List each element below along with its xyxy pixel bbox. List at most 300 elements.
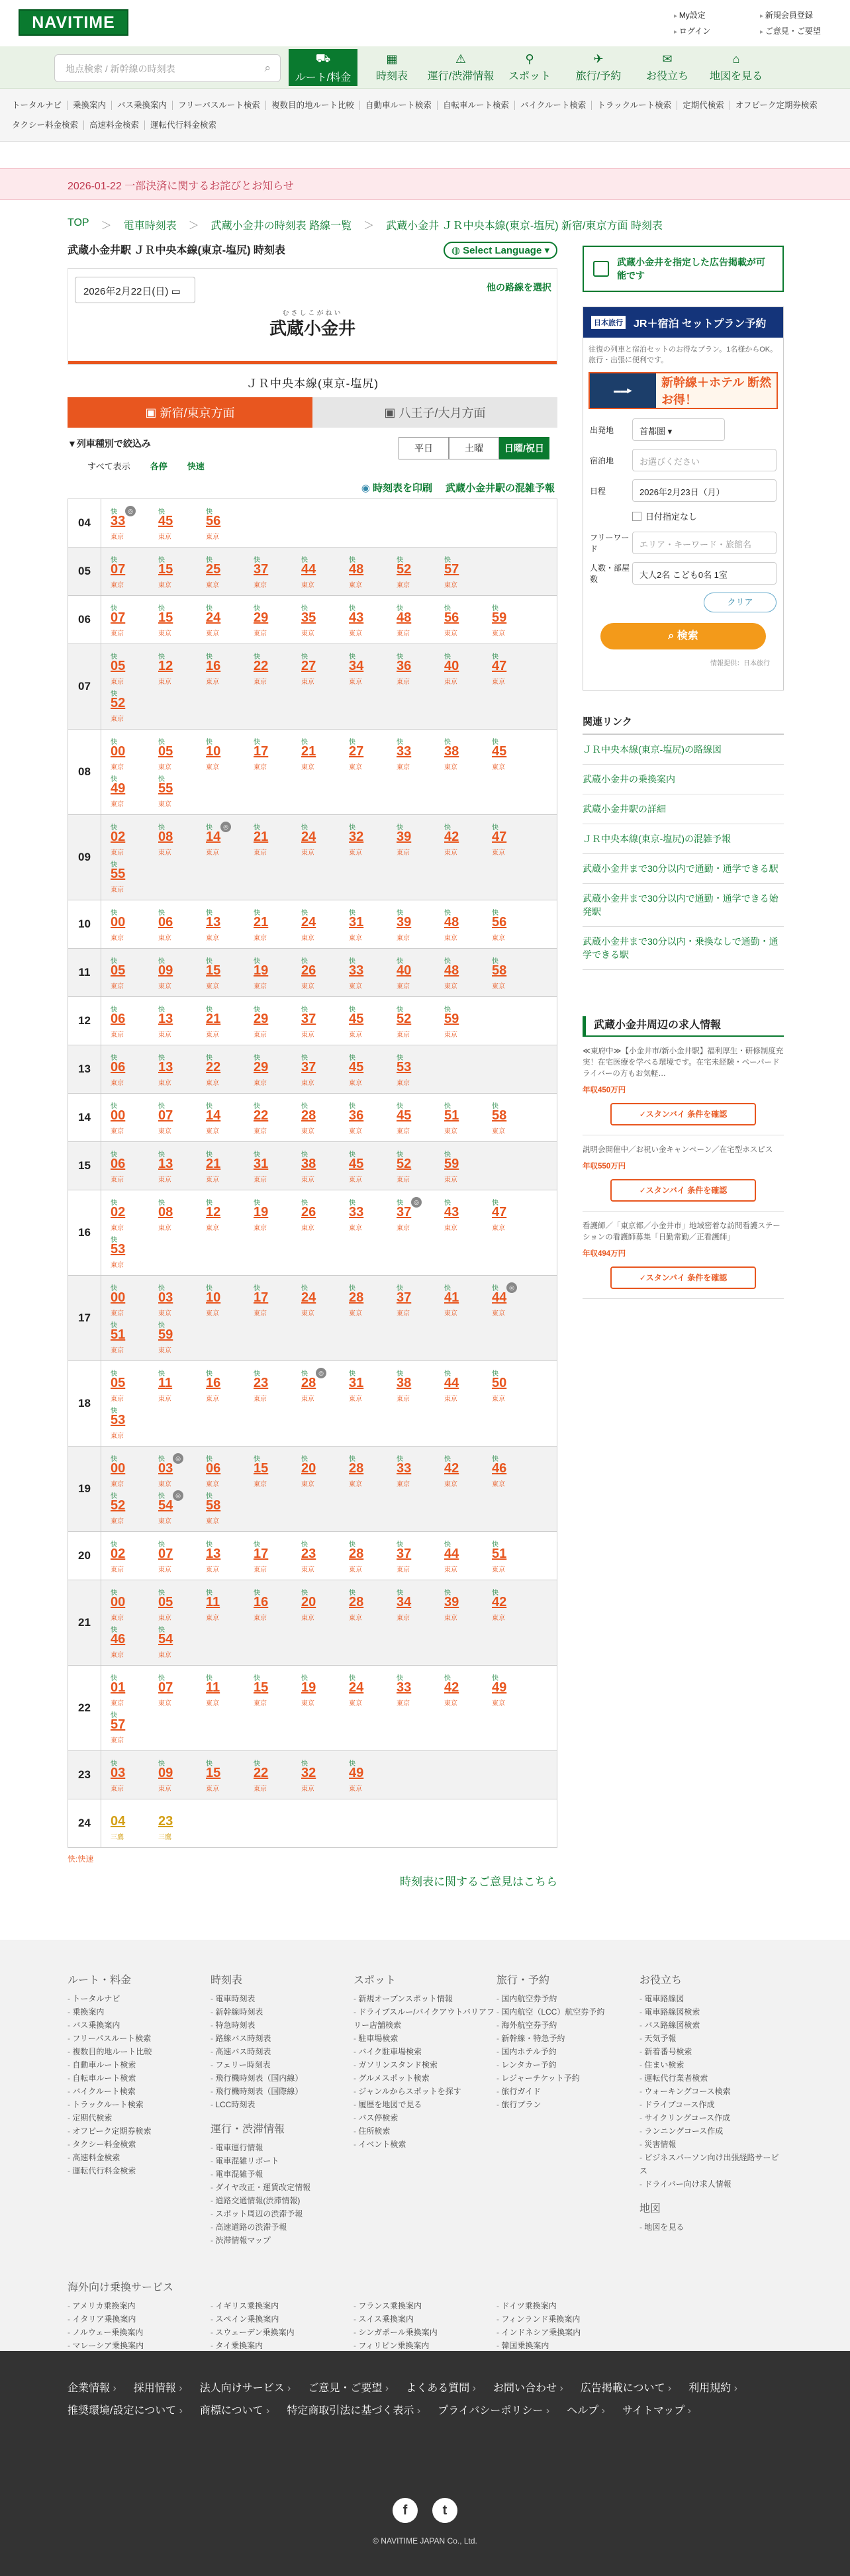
footer-link[interactable]: - 国内ホテル予約 (496, 2045, 639, 2058)
no-date-checkbox[interactable]: 日付指定なし (632, 510, 777, 522)
footer-link[interactable]: - 新幹線時刻表 (211, 2005, 354, 2019)
departure-select[interactable]: 首都圏 ▾ (632, 418, 725, 441)
departure[interactable] (489, 602, 537, 640)
departure[interactable] (394, 602, 442, 640)
departure[interactable] (251, 955, 299, 992)
overseas-link[interactable]: - アメリカ乗換案内 (68, 2299, 211, 2313)
departure[interactable] (203, 1758, 251, 1795)
bottom-link[interactable]: プライバシーポリシー › (438, 2400, 549, 2422)
footer-link[interactable]: - 海外航空券予約 (496, 2019, 639, 2032)
departure[interactable] (394, 1282, 442, 1319)
departure[interactable] (489, 1368, 537, 1405)
departure[interactable] (156, 1052, 203, 1089)
departure[interactable] (108, 1234, 156, 1271)
subnav-item[interactable]: バイクルート検索 (514, 101, 591, 110)
departure[interactable] (108, 602, 156, 640)
departure[interactable] (299, 1282, 346, 1319)
my-settings-link[interactable]: ▸ My設定 (674, 8, 710, 24)
footer-link[interactable]: - 運転代行料金検索 (68, 2164, 211, 2177)
footer-link[interactable]: - 電車時刻表 (211, 1992, 354, 2005)
overseas-link[interactable]: - シンガポール乗換案内 (354, 2326, 496, 2339)
departure[interactable] (346, 955, 394, 992)
footer-link[interactable]: - 高速道路の渋滞予報 (211, 2220, 354, 2234)
departure[interactable] (108, 651, 156, 688)
departure[interactable] (346, 1453, 394, 1490)
gnav-item-0[interactable] (289, 49, 357, 86)
departure[interactable] (108, 907, 156, 944)
departure[interactable] (299, 955, 346, 992)
departure[interactable] (394, 736, 442, 773)
departure[interactable] (156, 1587, 203, 1624)
departure[interactable] (203, 651, 251, 688)
departure[interactable] (203, 1004, 251, 1041)
departure[interactable] (156, 651, 203, 688)
footer-link[interactable]: - 路線バス時刻表 (211, 2032, 354, 2045)
departure[interactable] (108, 822, 156, 859)
departure[interactable] (299, 1672, 346, 1709)
job-button[interactable]: ✓スタンバイ 条件を確認 (610, 1103, 756, 1125)
footer-link[interactable]: - 住所検索 (354, 2124, 496, 2138)
tab-weekday[interactable]: 平日 (399, 437, 449, 459)
footer-link[interactable]: - バイクルート検索 (68, 2085, 211, 2098)
tab-saturday[interactable]: 土曜 (449, 437, 499, 459)
footer-link[interactable]: - 高速バス時刻表 (211, 2045, 354, 2058)
departure[interactable] (251, 602, 299, 640)
departure[interactable] (394, 822, 442, 859)
departure[interactable] (299, 1149, 346, 1186)
departure[interactable] (156, 773, 203, 810)
bottom-link[interactable]: 利用規約 › (688, 2377, 737, 2400)
footer-link[interactable]: - 国内航空券予約 (496, 1992, 639, 2005)
departure[interactable] (442, 651, 489, 688)
footer-link[interactable]: - 特急時刻表 (211, 2019, 354, 2032)
departure[interactable] (489, 651, 537, 688)
job-text[interactable]: 看護師／「東京都／小金井市」地域密着な訪問看護ステーションの看護師募集「日勤常勤／正看護師」 (583, 1222, 780, 1241)
departure[interactable] (108, 1453, 156, 1490)
departure[interactable] (203, 1539, 251, 1576)
departure[interactable] (346, 907, 394, 944)
footer-link[interactable]: - ダイヤ改正・運賃改定情報 (211, 2181, 354, 2194)
departure[interactable] (156, 1672, 203, 1709)
date-select[interactable]: 2026年2月22日(日) ▭ (75, 277, 195, 303)
departure[interactable] (489, 1282, 537, 1319)
departure[interactable] (346, 736, 394, 773)
subnav-item[interactable]: オフピーク定期券検索 (730, 101, 823, 110)
footer-link[interactable]: - バス乗換案内 (68, 2019, 211, 2032)
footer-link[interactable]: - 災害情報 (639, 2138, 782, 2151)
gnav-item-2[interactable] (426, 49, 495, 86)
tab-sunday-holiday[interactable]: 日曜/祝日 (499, 437, 549, 459)
footer-link[interactable]: - 電車混雑リポート (211, 2154, 354, 2168)
departure[interactable] (442, 1453, 489, 1490)
breadcrumb-station-lines[interactable]: 武蔵小金井の時刻表 路線一覧 (211, 220, 352, 232)
tab-shinjuku-tokyo[interactable]: ▣ 新宿/東京方面 (68, 397, 312, 428)
footer-link[interactable]: - タクシー料金検索 (68, 2138, 211, 2151)
departure[interactable] (489, 955, 537, 992)
departure[interactable] (346, 1149, 394, 1186)
bottom-link[interactable]: 法人向けサービス › (200, 2377, 291, 2400)
hotel-banner[interactable]: ▬▬▶ 新幹線＋ホテル 断然お得！ (589, 372, 778, 409)
footer-link[interactable]: - フェリー時刻表 (211, 2058, 354, 2072)
clear-button[interactable]: クリア (704, 593, 777, 612)
opinion-link[interactable]: 時刻表に関するご意見はこちら (400, 1876, 557, 1888)
departure[interactable] (251, 1758, 299, 1795)
job-text[interactable]: 説明会開催中／お祝い金キャンペーン／在宅型ホスピス (583, 1146, 773, 1154)
departure[interactable] (108, 736, 156, 773)
footer-link[interactable]: - トータルナビ (68, 1992, 211, 2005)
related-link[interactable]: 武蔵小金井まで30分以内・乗換なしで通勤・通学できる駅 (583, 927, 784, 970)
footer-link[interactable]: - 履歴を地図で見る (354, 2098, 496, 2111)
departure[interactable] (108, 1672, 156, 1709)
hotel-search-button[interactable]: ⌕ 検索 (600, 623, 766, 649)
print-link[interactable]: ◉ 時刻表を印刷 (361, 483, 432, 494)
departure[interactable] (108, 554, 156, 591)
footer-link[interactable]: - スポット周辺の渋滞予報 (211, 2207, 354, 2220)
overseas-link[interactable]: - スウェーデン乗換案内 (211, 2326, 354, 2339)
departure[interactable] (203, 1368, 251, 1405)
departure[interactable] (442, 1282, 489, 1319)
departure[interactable] (394, 1197, 442, 1234)
related-link[interactable]: 武蔵小金井駅の詳細 (583, 794, 784, 824)
departure[interactable] (203, 1282, 251, 1319)
departure[interactable] (108, 1709, 156, 1746)
departure[interactable] (346, 651, 394, 688)
departure[interactable] (442, 1368, 489, 1405)
departure[interactable] (251, 1100, 299, 1137)
footer-link[interactable]: - ガソリンスタンド検索 (354, 2058, 496, 2072)
departure[interactable] (156, 1282, 203, 1319)
departure[interactable] (156, 1004, 203, 1041)
overseas-link[interactable]: - フランス乗換案内 (354, 2299, 496, 2313)
footer-link[interactable]: - 電車路線図 (639, 1992, 782, 2005)
departure[interactable] (489, 1587, 537, 1624)
departure[interactable] (251, 1453, 299, 1490)
departure[interactable] (299, 1758, 346, 1795)
departure[interactable] (346, 1758, 394, 1795)
footer-link[interactable]: - サイクリングコース作成 (639, 2111, 782, 2124)
departure[interactable] (203, 1490, 251, 1527)
departure[interactable] (156, 955, 203, 992)
language-select[interactable]: ◍ Select Language ▾ (444, 242, 557, 259)
overseas-link[interactable]: - マレーシア乗換案内 (68, 2339, 211, 2352)
departure[interactable] (156, 1453, 203, 1490)
departure[interactable] (156, 1490, 203, 1527)
departure[interactable] (203, 907, 251, 944)
departure[interactable] (394, 651, 442, 688)
departure[interactable] (156, 1197, 203, 1234)
footer-link[interactable]: - ドライバー向け求人情報 (639, 2177, 782, 2191)
footer-link[interactable]: - トラックルート検索 (68, 2098, 211, 2111)
departure[interactable] (442, 1149, 489, 1186)
departure[interactable] (156, 1806, 203, 1843)
departure[interactable] (108, 1539, 156, 1576)
related-link[interactable]: ＪＲ中央本線(東京-塩尻)の路線図 (583, 735, 784, 765)
subnav-item[interactable]: タクシー料金検索 (12, 120, 79, 130)
departure[interactable] (346, 1197, 394, 1234)
departure[interactable] (108, 1624, 156, 1661)
subnav-item[interactable]: 自動車ルート検索 (359, 101, 437, 110)
departure[interactable] (394, 1100, 442, 1137)
footer-link[interactable]: - 地図を見る (639, 2220, 782, 2234)
departure[interactable] (346, 822, 394, 859)
footer-link[interactable]: - 自転車ルート検索 (68, 2072, 211, 2085)
departure[interactable] (299, 1587, 346, 1624)
departure[interactable] (489, 1100, 537, 1137)
gnav-item-4[interactable] (564, 49, 633, 86)
footer-link[interactable]: - 旅行プラン (496, 2098, 639, 2111)
overseas-link[interactable]: - ノルウェー乗換案内 (68, 2326, 211, 2339)
departure[interactable] (394, 554, 442, 591)
departure[interactable] (346, 1368, 394, 1405)
departure[interactable] (346, 1587, 394, 1624)
departure[interactable] (203, 1100, 251, 1137)
departure[interactable] (489, 736, 537, 773)
notice-banner[interactable]: 2026-01-22 一部決済に関するお詫びとお知らせ (0, 168, 850, 200)
departure[interactable] (108, 773, 156, 810)
hotel-date-select[interactable]: 2026年2月23日（月） (632, 479, 777, 502)
departure[interactable] (108, 1490, 156, 1527)
job-text[interactable]: ≪東府中≫【小金井市/新小金井駅】福利厚生・研修制度充実！在宅医療を学べる環境です。在宅未経験・ペーパードライバーの方もお気軽… (583, 1047, 784, 1078)
gnav-item-1[interactable] (357, 49, 426, 86)
footer-link[interactable]: - 自動車ルート検索 (68, 2058, 211, 2072)
departure[interactable] (251, 1149, 299, 1186)
departure[interactable] (489, 907, 537, 944)
register-link[interactable]: ▸ 新規会員登録 (760, 8, 821, 24)
departure[interactable] (442, 1539, 489, 1576)
filter-local[interactable]: 各停 (150, 461, 167, 471)
job-button[interactable]: ✓スタンバイ 条件を確認 (610, 1266, 756, 1289)
subnav-item[interactable]: トラックルート検索 (591, 101, 677, 110)
departure[interactable] (203, 1672, 251, 1709)
bottom-link[interactable]: 広告掲載について › (581, 2377, 671, 2400)
departure[interactable] (203, 1587, 251, 1624)
freeword-input[interactable]: エリア・キーワード・旅館名 (632, 532, 777, 554)
departure[interactable] (299, 1539, 346, 1576)
departure[interactable] (299, 907, 346, 944)
departure[interactable] (489, 1197, 537, 1234)
overseas-link[interactable]: - インドネシア乗換案内 (496, 2326, 639, 2339)
footer-link[interactable]: - 新規オープンスポット情報 (354, 1992, 496, 2005)
departure[interactable] (203, 602, 251, 640)
departure[interactable] (108, 1587, 156, 1624)
footer-link[interactable]: - 定期代検索 (68, 2111, 211, 2124)
departure[interactable] (156, 602, 203, 640)
overseas-link[interactable]: - イギリス乗換案内 (211, 2299, 354, 2313)
departure[interactable] (156, 1149, 203, 1186)
bottom-link[interactable]: 採用情報 › (134, 2377, 183, 2400)
departure[interactable] (108, 955, 156, 992)
bottom-link[interactable]: ヘルプ › (567, 2400, 605, 2422)
subnav-item[interactable]: フリーパスルート検索 (172, 101, 265, 110)
footer-link[interactable]: - ドライブスルー/バイクアウトバリアフリー店舗検索 (354, 2005, 496, 2032)
destination-select[interactable]: お選びください (632, 449, 777, 471)
departure[interactable] (346, 1004, 394, 1041)
departure[interactable] (299, 554, 346, 591)
departure[interactable] (251, 1672, 299, 1709)
other-line-link[interactable]: 他の路線を選択 (487, 282, 551, 293)
overseas-link[interactable]: - ドイツ乗換案内 (496, 2299, 639, 2313)
departure[interactable] (346, 554, 394, 591)
people-select[interactable]: 大人2名 こども0名 1室 (632, 562, 777, 585)
footer-link[interactable]: - バス停検索 (354, 2111, 496, 2124)
departure[interactable] (251, 1004, 299, 1041)
overseas-link[interactable]: - フィリピン乗換案内 (354, 2339, 496, 2352)
footer-link[interactable]: - ドライブコース作成 (639, 2098, 782, 2111)
bottom-link[interactable]: よくある質問 › (406, 2377, 476, 2400)
departure[interactable] (203, 822, 251, 859)
departure[interactable] (108, 1197, 156, 1234)
departure[interactable] (108, 1052, 156, 1089)
ad-box[interactable]: 武蔵小金井を指定した広告掲載が可能です (583, 246, 784, 292)
departure[interactable] (251, 554, 299, 591)
departure[interactable] (203, 1052, 251, 1089)
departure[interactable] (489, 1539, 537, 1576)
job-button[interactable]: ✓スタンバイ 条件を確認 (610, 1179, 756, 1202)
departure[interactable] (299, 1100, 346, 1137)
footer-link[interactable]: - 電車路線図検索 (639, 2005, 782, 2019)
bottom-link[interactable]: 企業情報 › (68, 2377, 117, 2400)
departure[interactable] (346, 1282, 394, 1319)
bottom-link[interactable]: サイトマップ › (622, 2400, 691, 2422)
footer-link[interactable]: - ウォーキングコース検索 (639, 2085, 782, 2098)
footer-link[interactable]: - 飛行機時刻表（国内線） (211, 2072, 354, 2085)
footer-link[interactable]: - 運転代行業者検索 (639, 2072, 782, 2085)
departure[interactable] (251, 1052, 299, 1089)
departure[interactable] (299, 651, 346, 688)
subnav-item[interactable]: 運転代行料金検索 (144, 120, 222, 130)
departure[interactable] (489, 1453, 537, 1490)
departure[interactable] (108, 1758, 156, 1795)
gnav-item-3[interactable] (495, 49, 564, 86)
departure[interactable] (156, 1368, 203, 1405)
departure[interactable] (299, 1368, 346, 1405)
departure[interactable] (442, 1197, 489, 1234)
departure[interactable] (108, 1368, 156, 1405)
footer-link[interactable]: - 住まい検索 (639, 2058, 782, 2072)
departure[interactable] (251, 1587, 299, 1624)
footer-link[interactable]: - 複数目的地ルート比較 (68, 2045, 211, 2058)
footer-link[interactable]: - 渋滞情報マップ (211, 2234, 354, 2247)
departure[interactable] (442, 1100, 489, 1137)
filter-all[interactable]: すべて表示 (87, 461, 130, 471)
bottom-link[interactable]: お問い合わせ › (493, 2377, 563, 2400)
search-input[interactable]: 地点検索 / 新幹線の時刻表 ⌕ (54, 54, 281, 82)
footer-link[interactable]: - フリーパスルート検索 (68, 2032, 211, 2045)
departure[interactable] (251, 1282, 299, 1319)
overseas-link[interactable]: - スイス乗換案内 (354, 2313, 496, 2326)
departure[interactable] (203, 736, 251, 773)
departure[interactable] (108, 859, 156, 896)
departure[interactable] (203, 506, 251, 543)
departure[interactable] (108, 1282, 156, 1319)
departure[interactable] (108, 1405, 156, 1442)
footer-link[interactable]: - 国内航空（LCC）航空券予約 (496, 2005, 639, 2019)
departure[interactable] (203, 1149, 251, 1186)
overseas-link[interactable]: - 韓国乗換案内 (496, 2339, 639, 2352)
departure[interactable] (394, 1539, 442, 1576)
departure[interactable] (203, 1453, 251, 1490)
departure[interactable] (251, 907, 299, 944)
departure[interactable] (394, 1587, 442, 1624)
departure[interactable] (394, 955, 442, 992)
departure[interactable] (442, 1672, 489, 1709)
departure[interactable] (299, 1453, 346, 1490)
departure[interactable] (156, 736, 203, 773)
departure[interactable] (442, 955, 489, 992)
filter-title[interactable]: ▼列車種別で絞込み (68, 438, 151, 449)
departure[interactable] (346, 1672, 394, 1709)
related-link[interactable]: 武蔵小金井まで30分以内で通勤・通学できる駅 (583, 854, 784, 884)
overseas-link[interactable]: - フィンランド乗換案内 (496, 2313, 639, 2326)
departure[interactable] (156, 554, 203, 591)
subnav-item[interactable]: 自転車ルート検索 (437, 101, 514, 110)
departure[interactable] (251, 1368, 299, 1405)
search-icon[interactable]: ⌕ (264, 62, 271, 74)
departure[interactable] (203, 554, 251, 591)
departure[interactable] (346, 1539, 394, 1576)
footer-link[interactable]: - グルメスポット検索 (354, 2072, 496, 2085)
departure[interactable] (489, 1672, 537, 1709)
login-link[interactable]: ▸ ログイン (674, 24, 710, 40)
crowd-forecast-link[interactable]: 武蔵小金井駅の混雑予報 (445, 483, 555, 494)
footer-link[interactable]: - 飛行機時刻表（国際線） (211, 2085, 354, 2098)
subnav-item[interactable]: 乗換案内 (67, 101, 111, 110)
departure[interactable] (251, 736, 299, 773)
footer-link[interactable]: - レジャーチケット予約 (496, 2072, 639, 2085)
footer-link[interactable]: - LCC時刻表 (211, 2098, 354, 2111)
departure[interactable] (108, 1319, 156, 1357)
footer-link[interactable]: - 電車混雑予報 (211, 2168, 354, 2181)
departure[interactable] (442, 602, 489, 640)
departure[interactable] (108, 1100, 156, 1137)
departure[interactable] (442, 554, 489, 591)
departure[interactable] (203, 955, 251, 992)
departure[interactable] (299, 602, 346, 640)
departure[interactable] (394, 907, 442, 944)
departure[interactable] (394, 1672, 442, 1709)
footer-link[interactable]: - 電車運行情報 (211, 2141, 354, 2154)
twitter-icon[interactable]: t (432, 2498, 457, 2523)
departure[interactable] (346, 1052, 394, 1089)
departure[interactable] (394, 1149, 442, 1186)
bottom-link[interactable]: ご意見・ご要望 › (308, 2377, 389, 2400)
departure[interactable] (156, 1319, 203, 1357)
departure[interactable] (108, 688, 156, 725)
footer-link[interactable]: - 乗換案内 (68, 2005, 211, 2019)
footer-link[interactable]: - イベント検索 (354, 2138, 496, 2151)
overseas-link[interactable]: - イタリア乗換案内 (68, 2313, 211, 2326)
navitime-logo[interactable]: NAVITIME (19, 9, 128, 36)
departure[interactable] (251, 1197, 299, 1234)
departure[interactable] (442, 1004, 489, 1041)
departure[interactable] (108, 506, 156, 543)
departure[interactable] (108, 1149, 156, 1186)
departure[interactable] (156, 1539, 203, 1576)
footer-link[interactable]: - 新着番号検索 (639, 2045, 782, 2058)
subnav-item[interactable]: トータルナビ (12, 101, 62, 110)
departure[interactable] (251, 822, 299, 859)
departure[interactable] (394, 1453, 442, 1490)
departure[interactable] (346, 602, 394, 640)
footer-link[interactable]: - 高速料金検索 (68, 2151, 211, 2164)
footer-link[interactable]: - オフピーク定期券検索 (68, 2124, 211, 2138)
departure[interactable] (489, 822, 537, 859)
filter-rapid[interactable]: 快速 (187, 461, 205, 471)
departure[interactable] (394, 1052, 442, 1089)
departure[interactable] (156, 822, 203, 859)
departure[interactable] (346, 1100, 394, 1137)
overseas-link[interactable]: - タイ乗換案内 (211, 2339, 354, 2352)
